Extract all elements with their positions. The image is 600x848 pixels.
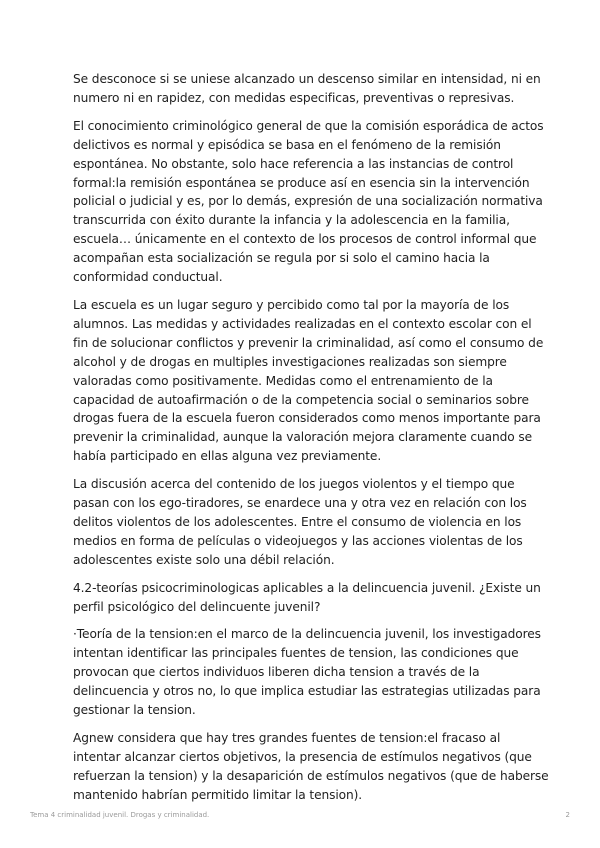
section-heading: 4.2-teorías psicocriminologicas aplicables a la delincuencia juvenil. ¿Existe un perfil psicológico del delincuente juvenil? [73,580,541,614]
paragraph: El conocimiento criminológico general de que la comisión esporádica de actos delictivos es normal y episódica se basa en el fenómeno de la remisión espontánea. No obstante, solo hace referencia a las instancias de control formal:la remisión espontánea se produce así en esencia sin la intervención policial o judicial y es, por lo demás, expresión de una socialización normativa transcurrida con éxito durante la infancia y la adolescencia en la familia, escuela… únicamente en el contexto de los procesos de control informal que acompañan esta socialización se regula por si solo el camino hacia la conformidad conductual. [73,118,544,285]
footer-title: Tema 4 criminalidad juvenil. Drogas y criminalidad. [30,811,210,819]
paragraph: ·Teoría de la tension:en el marco de la delincuencia juvenil, los investigadores intentan identificar las principales fuentes de tension, las condiciones que provocan que ciertos individuos liberen dicha tension a través de la delincuencia y otros no, lo que implica estudiar las estrategias utilizadas para gestionar la tension. [73,627,541,718]
paragraph: La discusión acerca del contenido de los juegos violentos y el tiempo que pasan con los ego-tiradores, se enardece una y otra vez en relación con los delitos violentos de los adolescentes. Entre el consumo de violencia en los medios en forma de películas o videojuegos y las acciones violentas de los adolescentes existe solo una débil relación. [73,477,527,567]
paragraph: Se desconoce si se uniese alcanzado un descenso similar en intensidad, ni en numero ni en rapidez, con medidas especificas, preventivas o represivas. [73,72,541,105]
paragraph: La escuela es un lugar seguro y percibido como tal por la mayoría de los alumnos. Las medidas y actividades realizadas en el contexto escolar con el fin de solucionar conflictos y prevenir la criminalidad, así como el consumo de alcohol y de drogas en multiples investigaciones realizadas son siempre valoradas como positivamente. Medidas como el entrenamiento de la capacidad de autoafirmación o de la competencia social o seminarios sobre drogas fuera de la escuela fueron considerados como menos importante para prevenir la criminalidad, aunque la valoración mejora claramente cuando se había participado en ellas alguna vez previamente. [73,297,544,464]
page-footer [30,811,570,819]
paragraph: Agnew considera que hay tres grandes fuentes de tension:el fracaso al intentar alcanzar ciertos objetivos, la presencia de estímulos negativos (que refuerzan la tension) y la desaparición de estímulos negativos (que de haberse mantenido habrían permitido limitar la tension). [73,731,549,802]
document-body [73,70,549,814]
page-number: 2 [565,811,570,819]
